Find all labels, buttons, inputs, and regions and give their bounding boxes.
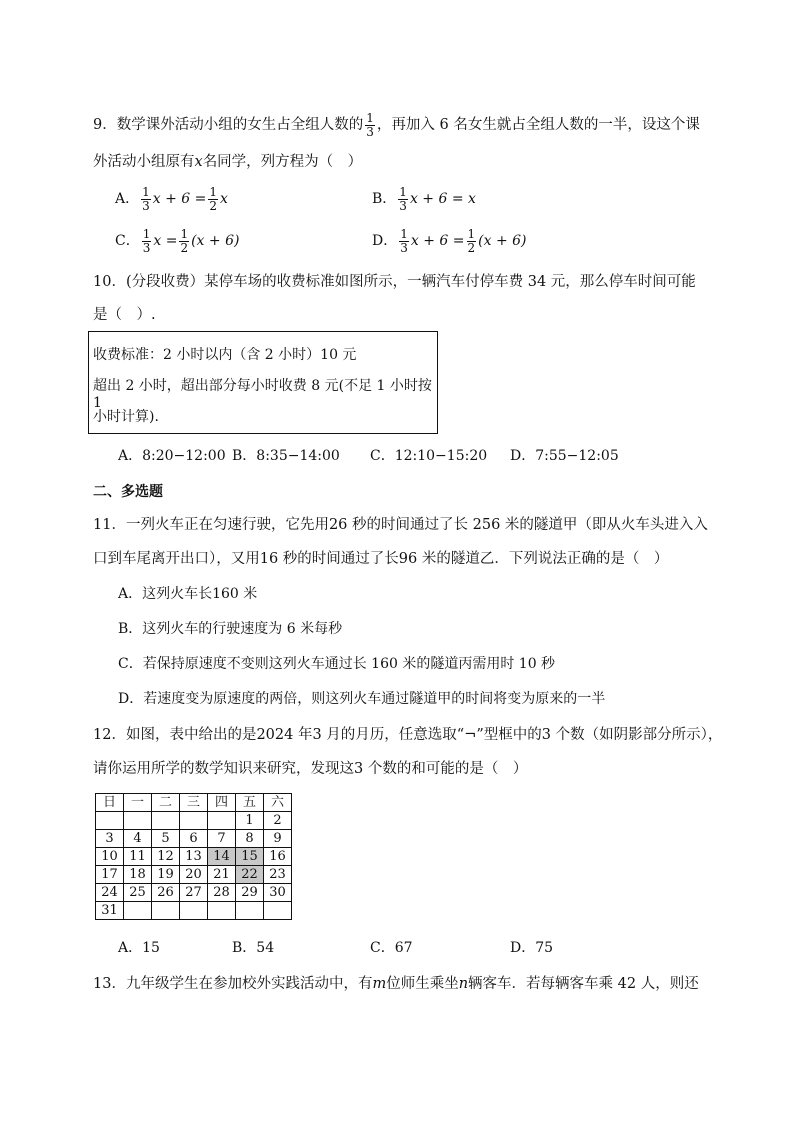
calendar-day-cell: 11 (124, 848, 152, 866)
section-heading: 二、多选题 (93, 484, 163, 500)
q9-option-d[interactable]: D． $\frac{1}{3}$ x + 6 = $\frac{1}{2}$ (x + 6) (372, 227, 527, 255)
calendar-week-row (96, 866, 292, 884)
calendar-day-cell: 26 (152, 884, 180, 902)
calendar-day-cell: 17 (96, 866, 124, 884)
calendar-day-cell: 10 (96, 848, 124, 866)
q10-option-d[interactable]: D．7:55−12:05 (510, 448, 619, 464)
calendar-day-cell: 23 (264, 866, 292, 884)
var-m: m (372, 976, 387, 992)
calendar-week-row (96, 812, 292, 830)
q9-option-c[interactable]: C． $\frac{1}{3}$ x = $\frac{1}{2}$ (x + 6) (115, 227, 240, 255)
calendar-day-cell: 18 (124, 866, 152, 884)
calendar-header-row (96, 794, 292, 812)
q13-line1: 13．九年级学生在参加校外实践活动中，有m位师生乘坐n辆客车．若每辆客车乘 42 人，则还 (93, 976, 699, 992)
q12-option-a[interactable]: A．15 (118, 940, 160, 956)
q10-option-c[interactable]: C．12:10−15:20 (370, 448, 488, 464)
calendar-day-cell: 5 (152, 830, 180, 848)
calendar-day-cell: 7 (208, 830, 236, 848)
calendar-day-cell (124, 902, 152, 920)
calendar-day-cell (124, 812, 152, 830)
calendar-header-cell: 六 (264, 794, 292, 812)
calendar-header-cell: 二 (152, 794, 180, 812)
q12-option-b[interactable]: B．54 (232, 940, 275, 956)
fee-line-3: 小时计算). (93, 409, 159, 425)
calendar-day-cell: 15 (236, 848, 264, 866)
calendar-day-cell (264, 902, 292, 920)
calendar-day-cell: 6 (180, 830, 208, 848)
q10-line1: 10．(分段收费）某停车场的收费标准如图所示，一辆汽车付停车费 34 元，那么停车时间可能 (93, 274, 696, 290)
q10-option-b[interactable]: B．8:35−14:00 (232, 448, 340, 464)
q11-option-b[interactable]: B．这列火车的行驶速度为 6 米每秒 (118, 621, 343, 637)
calendar-day-cell: 31 (96, 902, 124, 920)
calendar-day-cell: 12 (152, 848, 180, 866)
calendar-week-row (96, 848, 292, 866)
calendar-day-cell: 22 (236, 866, 264, 884)
calendar-day-cell: 14 (208, 848, 236, 866)
calendar-day-cell (152, 902, 180, 920)
calendar-day-cell (152, 812, 180, 830)
calendar-week-row (96, 884, 292, 902)
q10-option-a[interactable]: A．8:20−12:00 (118, 448, 226, 464)
calendar-day-cell: 9 (264, 830, 292, 848)
q10-line2: 是（ ）. (93, 307, 156, 323)
calendar-day-cell: 19 (152, 866, 180, 884)
calendar-day-cell: 2 (264, 812, 292, 830)
calendar-header-cell: 三 (180, 794, 208, 812)
calendar-day-cell (208, 812, 236, 830)
q9-text-a: 数学课外活动小组的女生占全组人数的 (116, 117, 364, 134)
q12-line2: 请你运用所学的数学知识来研究，发现这3 个数的和可能的是（ ） (93, 761, 528, 777)
calendar-day-cell: 28 (208, 884, 236, 902)
calendar-day-cell (96, 812, 124, 830)
calendar-day-cell: 27 (180, 884, 208, 902)
q11-line1: 11．一列火车正在匀速行驶，它先用26 秒的时间通过了长 256 米的隧道甲（即从火车头进入入 (93, 517, 708, 533)
calendar-day-cell (236, 902, 264, 920)
calendar-day-cell: 24 (96, 884, 124, 902)
calendar-day-cell (208, 902, 236, 920)
calendar-header-cell: 五 (236, 794, 264, 812)
calendar-day-cell (180, 902, 208, 920)
calendar-day-cell: 8 (236, 830, 264, 848)
q11-option-d[interactable]: D．若速度变为原速度的两倍，则这列火车通过隧道甲的时间将变为原来的一半 (118, 691, 606, 707)
q11-option-c[interactable]: C．若保持原速度不变则这列火车通过长 160 米的隧道丙需用时 10 秒 (118, 656, 556, 672)
fee-standard-box (88, 331, 438, 434)
fee-line-2: 超出 2 小时，超出部分每小时收费 8 元(不足 1 小时按 1 (93, 378, 432, 411)
q9-text-b: ，再加入 6 名女生就占全组人数的一半，设这个课 (376, 117, 700, 134)
calendar-day-cell: 1 (236, 812, 264, 830)
calendar-day-cell: 30 (264, 884, 292, 902)
calendar-day-cell (180, 812, 208, 830)
q9-option-b[interactable]: B． $\frac{1}{3}$ x + 6 = x (372, 185, 476, 213)
calendar-week-row (96, 830, 292, 848)
calendar-header-cell: 日 (96, 794, 124, 812)
var-n: n (458, 976, 469, 992)
q11-line2: 口到车尾离开出口），又用16 秒的时间通过了长96 米的隧道乙．下列说法正确的是（ ） (93, 551, 669, 567)
calendar-week-row (96, 902, 292, 920)
calendar-day-cell: 21 (208, 866, 236, 884)
q9-line2: 外活动小组原有x名同学，列方程为（ ） (93, 154, 363, 170)
q11-option-a[interactable]: A．这列火车长160 米 (118, 586, 258, 602)
var-x: x (194, 154, 203, 170)
fee-line-1: 收费标准：2 小时以内（含 2 小时）10 元 (93, 347, 357, 363)
q9-option-a[interactable]: A． $\frac{1}{3}$ x + 6 = $\frac{1}{2}$ x (115, 185, 228, 213)
calendar-day-cell: 13 (180, 848, 208, 866)
q9-fraction: $\frac{1}{3}$ (366, 111, 374, 139)
q12-option-c[interactable]: C．67 (370, 940, 413, 956)
q9-line1 (93, 112, 700, 138)
calendar-day-cell: 16 (264, 848, 292, 866)
q9-number: 9． (93, 117, 117, 134)
calendar-day-cell: 20 (180, 866, 208, 884)
calendar-day-cell: 29 (236, 884, 264, 902)
calendar-header-cell: 一 (124, 794, 152, 812)
calendar-day-cell: 4 (124, 830, 152, 848)
calendar-day-cell: 25 (124, 884, 152, 902)
q12-line1: 12．如图，表中给出的是2024 年3 月的月历，任意选取“¬”型框中的3 个数（如阴影部分所示）， (93, 727, 723, 743)
q12-option-d[interactable]: D．75 (510, 940, 554, 956)
march-calendar (95, 793, 292, 920)
calendar-day-cell: 3 (96, 830, 124, 848)
calendar-header-cell: 四 (208, 794, 236, 812)
